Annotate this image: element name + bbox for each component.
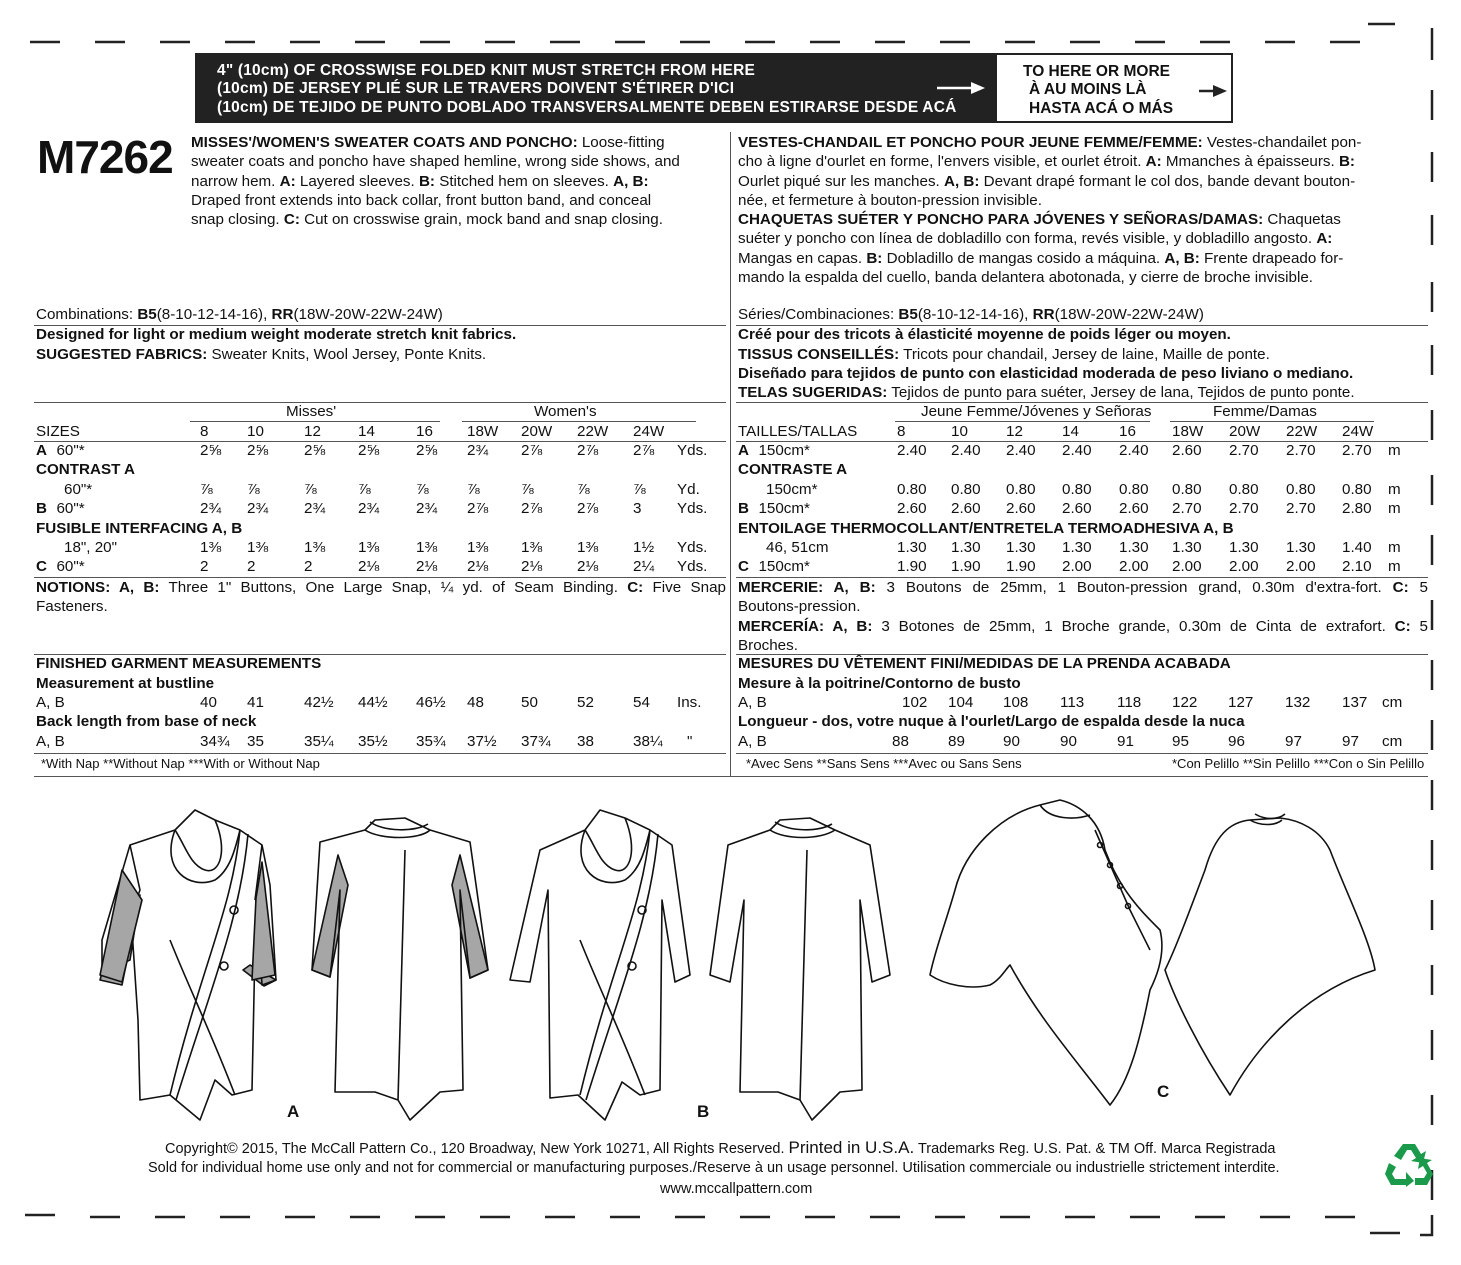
fr-es-notions: MERCERIE: A, B: 3 Boutons de 25mm, 1 Bouton-pression grand, 0.30m d'extra-fort. C: 5 Boutons-pression. MERCERÍA: A, B: 3 Botones de 25mm, 1 Broche grande, 0.30m de Cinta de extrafort. C: 5 Broches. (738, 579, 1429, 654)
yardage-value: 2⅞ (577, 442, 599, 459)
suggested-fabrics: SUGGESTED FABRICS: Sweater Knits, Wool Jersey, Ponte Knits. (36, 345, 487, 363)
bust-value: 102 (902, 694, 928, 711)
desc-title: VESTES-CHANDAIL ET PONCHO POUR JEUNE FEMME/FEMME: (738, 134, 1203, 151)
yardage-value: 2¾ (416, 500, 438, 518)
back-value: 35½ (358, 733, 388, 750)
stretch-line-fr: (10cm) DE JERSEY PLIÉ SUR LE TRAVERS DOIVENT S'ÉTIRER D'ICI (217, 80, 735, 97)
yardage-value: 0.80 (1119, 480, 1149, 498)
rule (34, 325, 726, 326)
yardage-value: 1⅜ (304, 539, 326, 556)
row-width: 60"* (48, 442, 85, 459)
rule (736, 577, 1428, 578)
bust-unit: cm (1382, 694, 1403, 711)
yardage-value: 1.30 (1062, 539, 1092, 556)
back-value: 91 (1117, 733, 1134, 750)
yardage-value: 2¾ (247, 500, 269, 518)
row-width: 150cm* (750, 558, 810, 576)
yardage-value: 2.70 (1286, 442, 1316, 459)
yardage-value: 2.80 (1342, 500, 1372, 518)
yardage-value: 1⅜ (200, 539, 222, 556)
yardage-value: 2.70 (1342, 442, 1372, 459)
bust-value: 127 (1228, 694, 1254, 711)
yardage-value: 2.70 (1229, 500, 1259, 518)
nap-note-es: *Con Pelillo **Sin Pelillo ***Con o Sin Pelillo (1172, 756, 1425, 771)
row-width: 60"* (48, 558, 85, 576)
desc-text: narrow hem. (191, 172, 280, 190)
yardage-value: 2¾ (358, 500, 380, 518)
stretch-end-en: TO HERE OR MORE (1023, 63, 1170, 80)
size-24w: 24W (1342, 423, 1374, 440)
yardage-value: 2⅞ (633, 442, 655, 459)
bust-value: 48 (467, 694, 484, 711)
view-ref: A, B: (613, 172, 649, 190)
desc-text: Cut on crosswise grain, mock band and snap closing. (299, 211, 663, 229)
yardage-value: 2⅞ (521, 500, 543, 518)
unit: Yds. (677, 442, 708, 459)
yardage-value: ⅞ (467, 480, 480, 498)
bust-title: Measurement at bustline (36, 675, 215, 692)
view-c-label: C (1157, 1082, 1170, 1101)
row-label: A (36, 442, 47, 459)
row-label: C (36, 558, 47, 576)
yardage-value: 1⅜ (247, 539, 269, 556)
size-24w: 24W (633, 423, 665, 440)
yardage-value: 0.80 (1286, 480, 1316, 498)
rule (34, 776, 1428, 777)
group-rule (462, 421, 696, 422)
desc-title: MISSES'/WOMEN'S SWEATER COATS AND PONCHO: (191, 134, 578, 151)
unit: m (1388, 500, 1401, 518)
yardage-value: 2.60 (1062, 500, 1092, 518)
copyright-text: Copyright© 2015, The McCall Pattern Co., 120 Broadway, New York 10271, All Rights Reserved. (165, 1141, 785, 1157)
back-label: A, B (36, 733, 65, 750)
bust-value: 40 (200, 694, 217, 711)
yardage-value: ⅞ (577, 480, 590, 498)
row-label: A (738, 442, 749, 459)
yardage-value: 1.30 (1286, 539, 1316, 556)
unit: Yds. (677, 500, 708, 518)
yardage-value: 2⅞ (577, 500, 599, 518)
desc-text: Draped front extends into back collar, front button band, and conceal (191, 191, 652, 209)
yardage-value: 3 (633, 500, 642, 518)
row-width: 150cm* (750, 442, 810, 459)
yardage-value: 0.80 (1172, 480, 1202, 498)
size-12: 12 (1006, 423, 1023, 440)
view-ref: A: (1316, 230, 1333, 248)
yardage-value: 2.40 (1006, 442, 1036, 459)
rule (34, 441, 726, 442)
yardage-value: 1.30 (1119, 539, 1149, 556)
yardage-value: 2 (200, 558, 209, 576)
yardage-value: 2.60 (1119, 500, 1149, 518)
group-women: Femme/Damas (1213, 403, 1317, 420)
bust-value: 104 (948, 694, 974, 711)
yardage-value: 0.80 (1062, 480, 1092, 498)
garment-illustrations (0, 790, 1400, 1130)
yardage-value: 2.00 (1229, 558, 1259, 576)
view-ref: B: (1338, 153, 1355, 171)
bust-value: 137 (1342, 694, 1368, 711)
view-ref: A, B: (1164, 249, 1200, 267)
stretch-guide-start (195, 53, 995, 123)
suggested-fabrics-fr: TISSUS CONSEILLÉS: Tricots pour chandail, Jersey de laine, Maille de ponte. (738, 345, 1270, 363)
yardage-value: 2.60 (951, 500, 981, 518)
back-value: 38 (577, 733, 594, 750)
row-width: 60"* (64, 480, 93, 498)
size-12: 12 (304, 423, 321, 440)
yardage-value: ⅞ (358, 480, 371, 498)
view-ref: A: (279, 172, 296, 190)
view-c-back-illustration (1165, 814, 1375, 1095)
usage-notice: Sold for individual home use only and not for commercial or manufacturing purposes./Reserve à un usage personnel. Utilisation commerciale ou industrielle strictement interdite. (148, 1160, 1280, 1176)
yardage-value: 2.60 (1006, 500, 1036, 518)
yardage-value: 1.40 (1342, 539, 1372, 556)
size-14: 14 (1062, 423, 1079, 440)
rule (736, 753, 1428, 754)
desc-text: suéter y poncho con línea de dobladillo con forma, revés visible, y dobladillo angosto. (738, 230, 1317, 248)
group-rule (895, 421, 1150, 422)
yardage-value: 2⅛ (467, 558, 489, 576)
english-fabric-info (36, 305, 726, 364)
english-description (191, 133, 726, 229)
yardage-value: 0.80 (1342, 480, 1372, 498)
unit: Yds. (677, 558, 708, 576)
suggested-fabrics-es: TELAS SUGERIDAS: Tejidos de punto para suéter, Jersey de lana, Tejidos de punto ponte. (738, 384, 1355, 402)
bust-value: 44½ (358, 694, 388, 711)
sizes-label: SIZES (36, 423, 80, 440)
view-ref: B: (866, 249, 883, 267)
yardage-value: ⅞ (304, 480, 317, 498)
group-women: Women's (534, 403, 597, 420)
bust-value: 113 (1060, 694, 1085, 711)
stretch-line-en: 4" (10cm) OF CROSSWISE FOLDED KNIT MUST STRETCH FROM HERE (217, 62, 756, 79)
back-value: 35¼ (304, 733, 334, 750)
yardage-value: 2¾ (304, 500, 326, 518)
fr-es-fabric-info (738, 305, 1428, 402)
fgm-title-fr: MESURES DU VÊTEMENT FINI/MEDIDAS DE LA PRENDA ACABADA (738, 655, 1231, 672)
designed-for-es: Diseñado para tejidos de punto con elasticidad moderada de peso liviano o mediano. (738, 364, 1354, 382)
rule (736, 325, 1428, 326)
yardage-value: 2⅝ (358, 442, 380, 459)
yardage-value: 2.60 (897, 500, 927, 518)
bottom-cut-line (0, 1205, 1461, 1245)
yardage-value: 2⅝ (247, 442, 269, 459)
rule (34, 753, 726, 754)
group-misses: Misses' (286, 403, 337, 420)
view-b-label: B (697, 1102, 710, 1121)
back-value: 34¾ (200, 733, 230, 750)
yardage-value: 2.60 (1172, 442, 1202, 459)
yardage-value: 2⅝ (200, 442, 222, 459)
yardage-value: 2.40 (897, 442, 927, 459)
top-cut-line (0, 20, 1461, 50)
row-width: 46, 51cm (766, 539, 829, 556)
yardage-value: 1⅜ (521, 539, 543, 556)
yardage-value: 1⅜ (467, 539, 489, 556)
back-value: 97 (1285, 733, 1302, 750)
yardage-value: 2¾ (200, 500, 222, 518)
unit: m (1388, 558, 1401, 576)
size-22w: 22W (577, 423, 609, 440)
view-b-front-illustration (510, 810, 690, 1120)
size-16: 16 (416, 423, 433, 440)
column-divider (730, 132, 731, 777)
size-16: 16 (1119, 423, 1136, 440)
yardage-value: 1.30 (897, 539, 927, 556)
back-value: 38¼ (633, 733, 663, 750)
bust-unit: Ins. (677, 694, 702, 711)
yardage-value: 1⅜ (358, 539, 380, 556)
desc-text: Loose-fitting (577, 134, 665, 151)
row-label: FUSIBLE INTERFACING A, B (36, 519, 243, 537)
bust-title-fr: Mesure à la poitrine/Contorno de busto (738, 675, 1021, 692)
yardage-value: 1.30 (1172, 539, 1202, 556)
back-value: 35¾ (416, 733, 446, 750)
combinations: Séries/Combinaciones: B5(8-10-12-14-16), RR(18W-20W-22W-24W) (738, 306, 1204, 323)
yardage-value: 1⅜ (577, 539, 599, 556)
bust-value: 50 (521, 694, 538, 711)
back-value: 88 (892, 733, 909, 750)
yardage-value: 1.90 (897, 558, 927, 576)
desc-text: Mangas en capas. (738, 249, 867, 267)
yardage-value: 2⅞ (521, 442, 543, 459)
back-title: Back length from base of neck (36, 713, 257, 730)
back-value: 37¾ (521, 733, 551, 750)
yardage-value: 2.00 (1062, 558, 1092, 576)
back-value: 97 (1342, 733, 1359, 750)
yardage-value: 2.00 (1286, 558, 1316, 576)
combinations: Combinations: B5(8-10-12-14-16), RR(18W-20W-22W-24W) (36, 306, 443, 323)
view-ref: B: (418, 172, 435, 190)
yardage-value: 2.00 (1172, 558, 1202, 576)
fgm-title: FINISHED GARMENT MEASUREMENTS (36, 655, 322, 672)
bust-value: 122 (1172, 694, 1198, 711)
back-title-fr: Longueur - dos, votre nuque à l'ourlet/Largo de espalda desde la nuca (738, 713, 1245, 730)
size-20w: 20W (1229, 423, 1261, 440)
nap-note: *With Nap **Without Nap ***With or Without Nap (41, 756, 320, 771)
yardage-value: 1⅜ (416, 539, 438, 556)
bust-label-fr: A, B (738, 694, 767, 711)
yardage-value: 2⅞ (467, 500, 489, 518)
row-width: 150cm* (750, 500, 810, 518)
yardage-value: 1.30 (951, 539, 981, 556)
size-10: 10 (247, 423, 264, 440)
unit: Yds. (677, 539, 708, 556)
printed-in: Printed in U.S.A. (788, 1138, 915, 1157)
bust-value: 54 (633, 694, 650, 711)
view-a-label: A (287, 1102, 300, 1121)
nap-note-fr: *Avec Sens **Sans Sens ***Avec ou Sans Sens (746, 756, 1022, 771)
sizes-label: TAILLES/TALLAS (738, 423, 858, 440)
yardage-value: ⅞ (416, 480, 429, 498)
yardage-value: 0.80 (1229, 480, 1259, 498)
unit: m (1388, 442, 1401, 459)
rule (34, 577, 726, 578)
back-value: 35 (247, 733, 264, 750)
size-14: 14 (358, 423, 375, 440)
fr-es-description (738, 133, 1428, 287)
recycle-icon (1383, 1141, 1435, 1187)
size-20w: 20W (521, 423, 553, 440)
unit: m (1388, 539, 1401, 556)
row-width: 18", 20" (64, 539, 118, 556)
view-a-back-illustration (312, 818, 488, 1120)
yardage-value: 1.90 (1006, 558, 1036, 576)
row-label: ENTOILAGE THERMOCOLLANT/ENTRETELA TERMOADHESIVA A, B (738, 519, 1234, 537)
yardage-value: 2⅛ (577, 558, 599, 576)
designed-for-fr: Créé pour des tricots à élasticité moyenne de poids léger ou moyen. (738, 326, 1231, 344)
english-notions: NOTIONS: A, B: Three 1" Buttons, One Large Snap, ¼ yd. of Seam Binding. C: Five Snap Fasteners. (36, 579, 726, 616)
view-ref: A: (1145, 153, 1162, 171)
yardage-value: 0.80 (1006, 480, 1036, 498)
yardage-value: 0.80 (951, 480, 981, 498)
yardage-value: 2⅝ (304, 442, 326, 459)
copyright-line (165, 1138, 1275, 1158)
group-misses: Jeune Femme/Jóvenes y Señoras (921, 403, 1152, 420)
desc-text: Chaquetas (1263, 211, 1341, 229)
rule (34, 402, 726, 403)
yardage-value: 2⅛ (416, 558, 438, 576)
back-value: 37½ (467, 733, 497, 750)
back-value: 90 (1060, 733, 1077, 750)
designed-for: Designed for light or medium weight moderate stretch knit fabrics. (36, 326, 517, 344)
yardage-value: 2⅛ (521, 558, 543, 576)
yardage-value: 2 (247, 558, 256, 576)
view-c-front-illustration (930, 800, 1162, 1105)
row-width: 60"* (48, 500, 85, 518)
view-a-front-illustration (100, 810, 276, 1120)
yardage-value: 1.30 (1006, 539, 1036, 556)
yardage-value: ⅞ (521, 480, 534, 498)
trademark-text: Trademarks Reg. U.S. Pat. & TM Off. Marca Registrada (917, 1141, 1276, 1157)
bust-value: 46½ (416, 694, 446, 711)
size-10: 10 (951, 423, 968, 440)
desc-text: cho à ligne d'ourlet en forme, l'envers visible, et ourlet étroit. (738, 153, 1146, 171)
bust-value: 118 (1117, 694, 1142, 711)
yardage-value: 2¾ (467, 442, 489, 459)
bust-value: 41 (247, 694, 264, 711)
size-22w: 22W (1286, 423, 1318, 440)
yardage-value: 2.40 (1062, 442, 1092, 459)
back-value: 95 (1172, 733, 1189, 750)
back-value: 96 (1228, 733, 1245, 750)
desc-text: snap closing. (191, 211, 284, 229)
bust-label: A, B (36, 694, 65, 711)
row-label: CONTRASTE A (738, 461, 848, 479)
yardage-value: ⅞ (200, 480, 213, 498)
unit: Yd. (677, 480, 700, 498)
desc-text: mando la espalda del cuello, banda delantera abotonada, y cierre de broche invisible. (738, 269, 1313, 287)
stretch-end-fr: À AU MOINS LÀ (1029, 81, 1147, 98)
yardage-value: 1½ (633, 539, 655, 556)
right-arrow-icon (1197, 83, 1229, 99)
bust-value: 108 (1003, 694, 1029, 711)
desc-text: Vestes-chandailet pon- (1202, 134, 1362, 151)
back-value: 89 (948, 733, 965, 750)
yardage-value: 1.90 (951, 558, 981, 576)
group-rule (190, 421, 440, 422)
yardage-value: 1.30 (1229, 539, 1259, 556)
row-width: 150cm* (766, 480, 818, 498)
desc-text: Layered sleeves. (295, 172, 419, 190)
yardage-value: ⅞ (247, 480, 260, 498)
yardage-value: 2.10 (1342, 558, 1372, 576)
bust-value: 132 (1285, 694, 1311, 711)
row-label: C (738, 558, 749, 576)
view-ref: C: (283, 211, 300, 229)
row-label: B (36, 500, 47, 518)
size-8: 8 (200, 423, 209, 440)
unit: m (1388, 480, 1401, 498)
desc-text: Frente drapeado for- (1199, 249, 1344, 267)
stretch-guide-end (995, 53, 1233, 123)
yardage-value: 2.70 (1172, 500, 1202, 518)
stretch-line-es: (10cm) DE TEJIDO DE PUNTO DOBLADO TRANSVERSALMENTE DEBEN ESTIRARSE DESDE ACÁ (217, 99, 957, 116)
yardage-value: ⅞ (633, 480, 646, 498)
view-ref: A, B: (943, 172, 980, 190)
desc-text: née, et fermeture à bouton-pression invisible. (738, 191, 1042, 209)
desc-text: sweater coats and poncho have shaped hemline, wrong side shows, and (191, 153, 680, 171)
row-label: CONTRAST A (36, 461, 135, 479)
yardage-value: 0.80 (897, 480, 927, 498)
desc-text: Dobladillo de mangas cosido a máquina. (882, 249, 1165, 267)
view-b-back-illustration (710, 818, 890, 1120)
yardage-value: 2.40 (1119, 442, 1149, 459)
desc-text: Devant drapé formant le col dos, bande devant bouton- (979, 172, 1356, 190)
yardage-value: 2.70 (1229, 442, 1259, 459)
row-label: B (738, 500, 749, 518)
back-unit: cm (1382, 733, 1403, 750)
back-label-fr: A, B (738, 733, 767, 750)
right-arrow-icon (935, 80, 987, 96)
back-unit: " (687, 733, 693, 750)
desc-text: Stitched hem on sleeves. (434, 172, 614, 190)
size-18w: 18W (467, 423, 499, 440)
bust-value: 52 (577, 694, 594, 711)
size-8: 8 (897, 423, 906, 440)
desc-title: CHAQUETAS SUÉTER Y PONCHO PARA JÓVENES Y SEÑORAS/DAMAS: (738, 211, 1264, 229)
back-value: 90 (1003, 733, 1020, 750)
yardage-value: 2.00 (1119, 558, 1149, 576)
yardage-value: 2.40 (951, 442, 981, 459)
yardage-value: 2⅝ (416, 442, 438, 459)
yardage-value: 2 (304, 558, 313, 576)
stretch-end-es: HASTA ACÁ O MÁS (1029, 100, 1174, 117)
desc-text: Ourlet piqué sur les manches. (738, 172, 944, 190)
yardage-value: 2¼ (633, 558, 655, 576)
website: www.mccallpattern.com (660, 1181, 813, 1197)
size-18w: 18W (1172, 423, 1204, 440)
desc-text: Mmanches à épaisseurs. (1161, 153, 1339, 171)
yardage-value: 2.70 (1286, 500, 1316, 518)
yardage-value: 2⅛ (358, 558, 380, 576)
pattern-number: M7262 (37, 131, 173, 183)
group-rule (1170, 421, 1374, 422)
bust-value: 42½ (304, 694, 334, 711)
